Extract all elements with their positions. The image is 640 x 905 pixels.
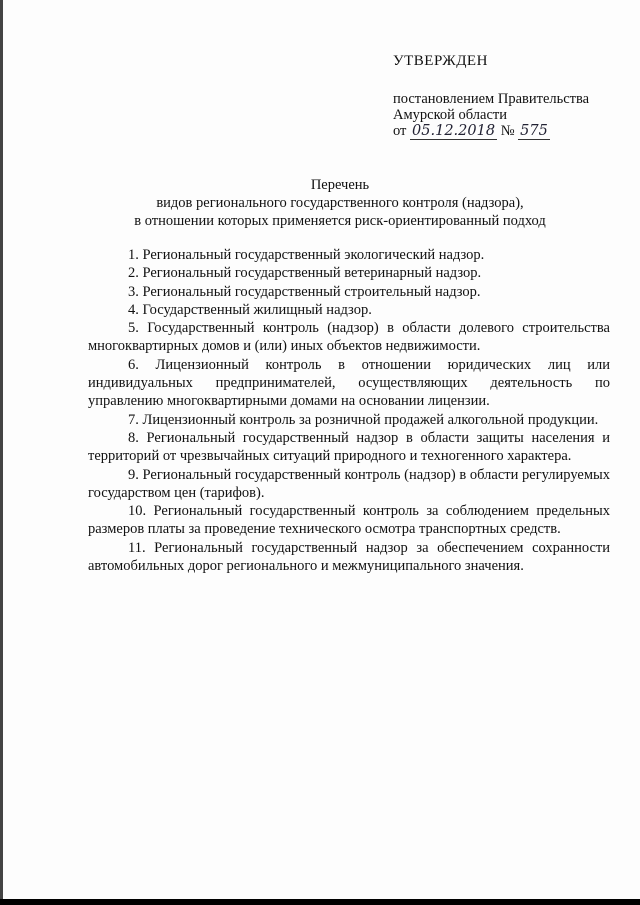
handwritten-date: 05.12.2018 [412,123,496,139]
supervision-list [88,246,610,575]
list-item: 8. Региональный государственный надзор в области защиты населения и территорий от чрезвычайных ситуаций природного и техногенного характера. [88,429,610,465]
title-line-1: Перечень [310,177,370,193]
list-item: 10. Региональный государственный контроль за соблюдением предельных размеров платы за проведение технического осмотра транспортных средств. [88,503,610,538]
list-item: 5. Государственный контроль (надзор) в области долевого строительства многоквартирных домов и (или) иных объектов недвижимости. [88,320,610,355]
date-prefix: от [393,123,407,139]
decree-date-line [393,123,589,140]
list-item: 11. Региональный государственный надзор за обеспечением сохранности автомобильных дорог регионального и межмуниципального значения. [88,539,610,575]
list-item: 2. Региональный государственный ветеринарный надзор. [128,265,482,282]
approval-heading: УТВЕРЖДЕН [393,53,488,69]
handwritten-number: 575 [520,123,548,139]
list-item: 1. Региональный государственный экологический надзор. [128,247,485,263]
list-item: 3. Региональный государственный строительный надзор. [128,283,481,300]
list-item: 9. Региональный государственный контроль (надзор) в области регулируемых государством цен (тарифов). [88,466,610,501]
list-item: 4. Государственный жилищный надзор. [128,301,372,318]
title-line-2: видов регионального государственного контроля (надзора), [156,195,524,211]
approval-stamp [393,91,589,140]
decree-line-1: постановлением Правительства [393,91,590,107]
list-item: 7. Лицензионный контроль за розничной продажей алкогольной продукции. [128,411,599,428]
number-prefix: № [500,123,515,139]
list-item: 6. Лицензионный контроль в отношении юридических лиц или индивидуальных предпринимателей, осуществляющих деятельность по управлению многоквартирными домами на основании лицензии. [88,356,610,410]
scan-edge [0,0,3,905]
document-title [0,176,640,230]
title-line-3: в отношении которых применяется риск-ориентированный подход [134,213,546,229]
decree-line-2: Амурской области [393,107,507,123]
scan-bottom-border [0,899,640,905]
